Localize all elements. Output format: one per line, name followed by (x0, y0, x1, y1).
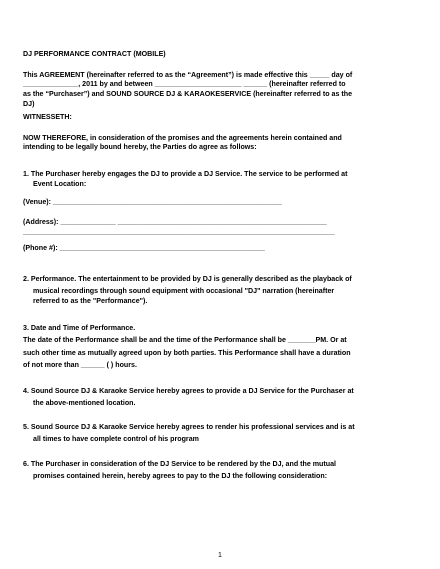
clause-2-line-3: referred to as the "Performance"). (33, 297, 148, 305)
therefore-line-1: NOW THEREFORE, in consideration of the promises and the agreements herein contained and (23, 134, 342, 142)
clause-3-line-2: The date of the Performance shall be and the time of the Performance shall be _______PM. Or at (23, 336, 347, 344)
intro-line-4: DJ) (23, 100, 35, 108)
witnesseth-heading: WITNESSETH: (23, 113, 72, 121)
clause-1-line-2: Event Location: (33, 180, 87, 188)
clause-3-heading: 3. Date and Time of Performance. (23, 324, 136, 332)
clause-6-line-2: promises contained herein, hereby agrees to pay to the DJ the following consideration: (33, 472, 328, 480)
intro-line-2: ______________, 2011 by and between ______________________ ______ (hereinafter referred to (23, 80, 346, 88)
clause-6-line-1: 6. The Purchaser in consideration of the DJ Service to be rendered by the DJ, and the mutual (23, 460, 336, 468)
clause-3-line-3: such other time as mutually agreed upon by both parties. This Performance shall have a duration (23, 349, 351, 357)
document-title: DJ PERFORMANCE CONTRACT (MOBILE) (23, 50, 166, 58)
address-field-line-1: (Address): ______________ _____________________________________________________ (23, 218, 327, 226)
clause-1-line-1: 1. The Purchaser hereby engages the DJ to provide a DJ Service. The service to be performed at (23, 170, 348, 178)
clause-5-line-1: 5. Sound Source DJ & Karaoke Service hereby agrees to render his professional services and is at (23, 423, 355, 431)
phone-field: (Phone #): ____________________________________________________ (23, 244, 265, 252)
clause-2-line-2: musical recordings through sound equipment with occasional "DJ" narration (hereinafter (33, 287, 335, 295)
clause-4-line-2: the above-mentioned location. (33, 399, 136, 407)
clause-2-line-1: 2. Performance. The entertainment to be provided by DJ is generally described as the playback of (23, 275, 352, 283)
page-number: 1 (218, 552, 222, 559)
clause-5-line-2: all times to have complete control of his program (33, 435, 199, 443)
venue-field: (Venue): __________________________________________________________ (23, 198, 282, 206)
therefore-line-2: intending to be legally bound hereby, the Parties do agree as follows: (23, 143, 257, 151)
address-field-line-2: _______________________________________________________________________________ (23, 228, 335, 236)
clause-4-line-1: 4. Sound Source DJ & Karaoke Service hereby agrees to provide a DJ Service for the Purchaser at (23, 387, 354, 395)
clause-3-line-4: of not more than ______ ( ) hours. (23, 361, 137, 369)
intro-line-3: as the “Purchaser”) and SOUND SOURCE DJ & KARAOKESERVICE (hereinafter referred to as the (23, 90, 353, 98)
intro-line-1: This AGREEMENT (hereinafter referred to as the “Agreement”) is made effective this _____ day of (23, 71, 353, 79)
